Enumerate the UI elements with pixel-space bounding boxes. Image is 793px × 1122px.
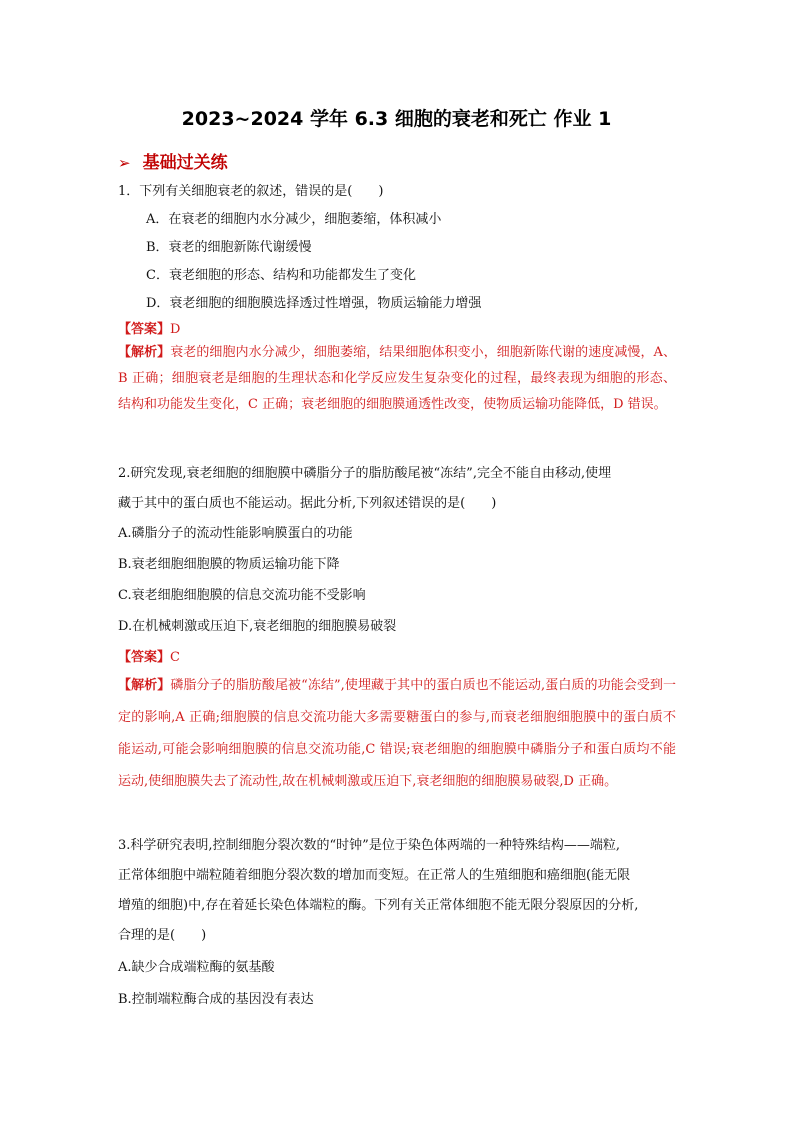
q2-option-c: C.衰老细胞细胞膜的信息交流功能不受影响 <box>118 588 366 603</box>
arrow-icon: ➢ <box>118 154 131 172</box>
analysis-text: 衰老的细胞内水分减少，细胞萎缩，结果细胞体积变小，细胞新陈代谢的速度减慢，A、B 正确；细胞衰老是细胞的生理状态和化学反应发生复杂变化的过程，最终表现为细胞的形态、结构和功能发生变化，C 正确；衰老细胞的细胞膜通透性改变，使物质运输功能降低，D 错误。 <box>118 345 676 412</box>
q3-stem-line-4: 合理的是( ) <box>118 928 207 943</box>
section-heading <box>118 148 228 173</box>
q2-option-b: B.衰老细胞细胞膜的物质运输功能下降 <box>118 557 340 572</box>
q2-stem-line-1: 2.研究发现,衰老细胞的细胞膜中磷脂分子的脂肪酸尾被“冻结”,完全不能自由移动,使埋 <box>118 466 612 481</box>
page-title: 2023~2024 学年 6.3 细胞的衰老和死亡 作业 1 <box>181 108 612 130</box>
analysis-tag: 【解析】 <box>118 678 171 693</box>
q3-stem-line-2: 正常体细胞中端粒随着细胞分裂次数的增加而变短。在正常人的生殖细胞和癌细胞(能无限 <box>118 868 631 883</box>
answer-value: C <box>170 650 180 665</box>
q2-stem-line-2: 藏于其中的蛋白质也不能运动。据此分析,下列叙述错误的是( ) <box>118 496 497 511</box>
q3-option-b: B.控制端粒酶合成的基因没有表达 <box>118 992 314 1007</box>
q2-analysis <box>118 670 676 798</box>
answer-value: D <box>170 322 181 337</box>
section-label: 基础过关练 <box>142 153 228 173</box>
q2-answer <box>118 646 180 665</box>
q1-option-c: C．衰老细胞的形态、结构和功能都发生了变化 <box>146 268 416 283</box>
q1-stem: 1．下列有关细胞衰老的叙述，错误的是( ) <box>118 184 384 199</box>
q3-stem-line-3: 增殖的细胞)中,存在着延长染色体端粒的酶。下列有关正常体细胞不能无限分裂原因的分析, <box>118 898 639 913</box>
q1-answer <box>118 318 180 337</box>
q3-option-a: A.缺少合成端粒酶的氨基酸 <box>118 960 275 975</box>
answer-tag: 【答案】 <box>118 650 171 665</box>
q2-option-a: A.磷脂分子的流动性能影响膜蛋白的功能 <box>118 526 353 541</box>
q1-option-b: B．衰老的细胞新陈代谢缓慢 <box>146 240 312 255</box>
q1-option-d: D．衰老细胞的细胞膜选择透过性增强，物质运输能力增强 <box>146 296 482 311</box>
q1-analysis <box>118 340 676 418</box>
q1-option-a: A．在衰老的细胞内水分减少，细胞萎缩，体积减小 <box>146 212 442 227</box>
analysis-text: 磷脂分子的脂肪酸尾被“冻结”,使埋藏于其中的蛋白质也不能运动,蛋白质的功能会受到一定的影响,A 正确;细胞膜的信息交流功能大多需要糖蛋白的参与,而衰老细胞细胞膜中的蛋白质不能运动,可能会影响细胞膜的信息交流功能,C 错误;衰老细胞的细胞膜中磷脂分子和蛋白质均不能运动,使细胞膜失去了流动性,故在机械刺激或压迫下,衰老细胞的细胞膜易破裂,D 正确。 <box>118 678 676 789</box>
analysis-tag: 【解析】 <box>118 345 171 360</box>
answer-tag: 【答案】 <box>118 322 171 337</box>
q2-option-d: D.在机械刺激或压迫下,衰老细胞的细胞膜易破裂 <box>118 619 397 634</box>
q3-stem-line-1: 3.科学研究表明,控制细胞分裂次数的“时钟”是位于染色体两端的一种特殊结构——端粒, <box>118 838 620 853</box>
